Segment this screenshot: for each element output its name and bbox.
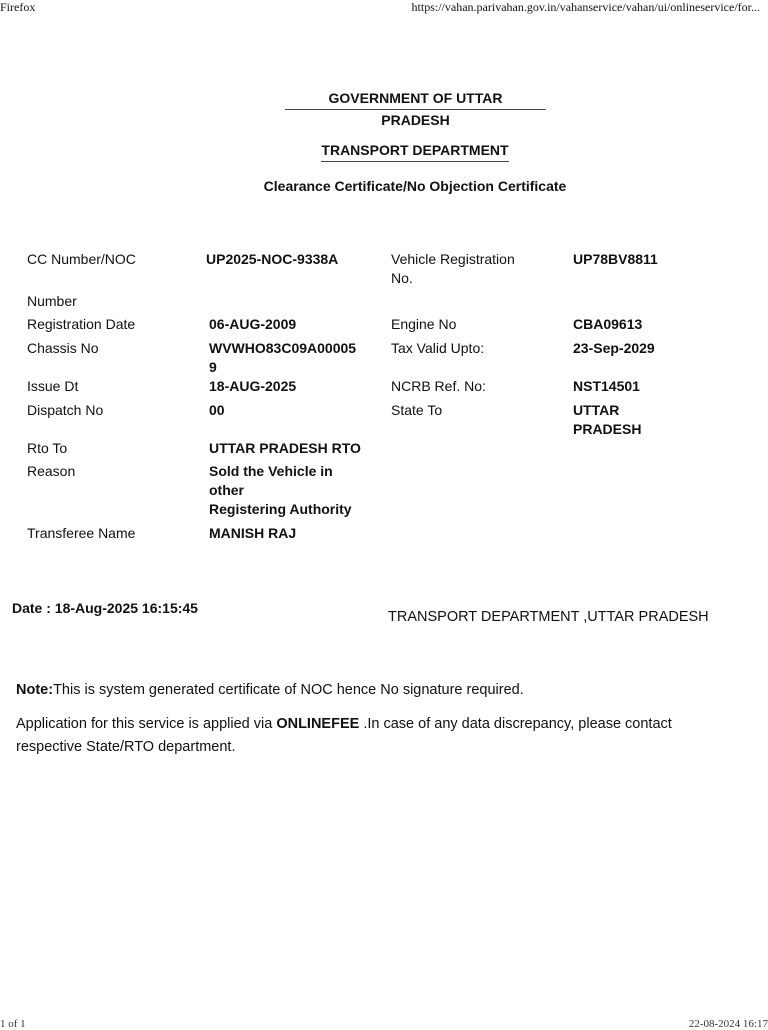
print-page-number: 1 of 1 — [0, 1018, 26, 1030]
dispatch-no-value: 00 — [209, 402, 225, 418]
vehicle-registration-label-line2: No. — [391, 270, 413, 286]
chassis-no-value-line1: WVWHO83C09A00005 — [209, 340, 357, 356]
department-footer: TRANSPORT DEPARTMENT ,UTTAR PRADESH — [388, 609, 709, 625]
reason-label: Reason — [27, 463, 76, 479]
browser-url[interactable]: https://vahan.parivahan.gov.in/vahanservice/vahan/ui/onlineservice/for... — [411, 0, 760, 14]
application-suffix: .In case of any data discrepancy, please contact respective State/RTO department. — [16, 716, 672, 755]
note-paragraph — [16, 682, 524, 698]
issue-date-label: Issue Dt — [27, 378, 79, 394]
tax-valid-value: 23-Sep-2029 — [573, 340, 655, 356]
engine-no-value: CBA09613 — [573, 316, 643, 332]
state-to-value-line1: UTTAR — [573, 402, 620, 418]
rto-to-label: Rto To — [27, 440, 68, 456]
cc-number-value: UP2025-NOC-9338A — [206, 251, 339, 267]
application-prefix: Application for this service is applied via — [16, 716, 277, 732]
vehicle-registration-value: UP78BV8811 — [573, 251, 658, 267]
government-heading-line2: PRADESH — [381, 112, 450, 128]
cc-number-label-line2: Number — [27, 293, 77, 309]
reason-value-line1: Sold the Vehicle in — [209, 463, 333, 479]
certificate-title: Clearance Certificate/No Objection Certificate — [263, 178, 567, 194]
note-label: Note: — [16, 682, 54, 698]
state-to-value — [573, 401, 641, 439]
reason-value-line2: other — [209, 482, 244, 498]
department-heading-text: TRANSPORT DEPARTMENT — [321, 142, 508, 162]
reason-value-line3: Registering Authority — [209, 501, 352, 517]
transferee-name-value: MANISH RAJ — [209, 525, 297, 541]
department-heading — [312, 142, 518, 162]
issue-date-value: 18-AUG-2025 — [209, 378, 297, 394]
chassis-no-label: Chassis No — [27, 340, 99, 356]
state-to-value-line2: PRADESH — [573, 421, 642, 437]
note-text: This is system generated certificate of NOC hence No signature required. — [53, 682, 524, 698]
transferee-name-label: Transferee Name — [27, 525, 136, 541]
state-to-label: State To — [391, 402, 443, 418]
chassis-no-value — [209, 339, 356, 377]
ncrb-ref-label: NCRB Ref. No: — [391, 378, 486, 394]
engine-no-label: Engine No — [391, 316, 457, 332]
application-paragraph — [16, 713, 736, 759]
browser-app-name: Firefox — [0, 0, 36, 14]
cc-number-label — [27, 250, 136, 269]
vehicle-registration-label-line1: Vehicle Registration — [391, 251, 515, 267]
government-heading-line1: GOVERNMENT OF UTTAR — [285, 88, 546, 110]
ncrb-ref-value: NST14501 — [573, 378, 640, 394]
cc-number-label-line1: CC Number/NOC — [27, 251, 136, 267]
vehicle-registration-label — [391, 250, 515, 288]
application-mode: ONLINEFEE — [276, 716, 360, 732]
dispatch-no-label: Dispatch No — [27, 402, 104, 418]
registration-date-label: Registration Date — [27, 316, 136, 332]
government-heading — [285, 88, 546, 131]
reason-value — [209, 462, 352, 519]
tax-valid-label: Tax Valid Upto: — [391, 340, 485, 356]
registration-date-value: 06-AUG-2009 — [209, 316, 297, 332]
chassis-no-value-line2: 9 — [209, 359, 217, 375]
issue-timestamp: Date : 18-Aug-2025 16:15:45 — [12, 600, 198, 616]
rto-to-value: UTTAR PRADESH RTO — [209, 440, 361, 456]
print-timestamp: 22-08-2024 16:17 — [688, 1018, 768, 1030]
